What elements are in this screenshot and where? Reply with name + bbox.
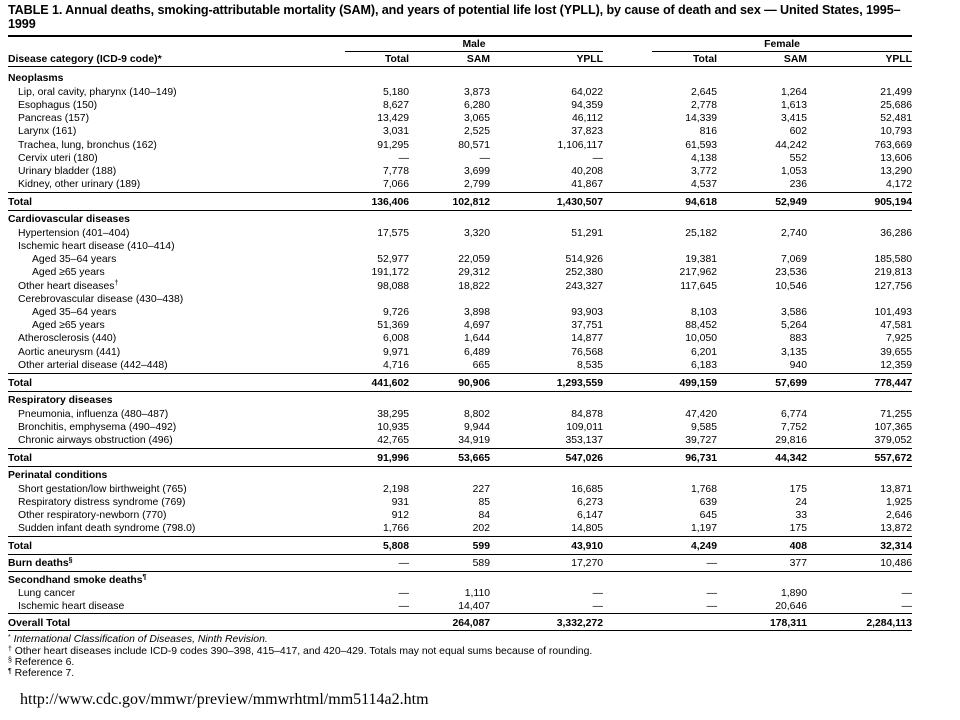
table-cell: 52,977	[377, 254, 409, 265]
table-cell: 3,873	[463, 87, 490, 98]
table-cell: 43,910	[571, 541, 603, 552]
table-cell: 53,665	[458, 453, 490, 464]
table-cell: —	[706, 558, 717, 569]
table-cell: 589	[472, 558, 490, 569]
table-cell: 94,618	[685, 197, 717, 208]
section-rule	[8, 466, 912, 467]
table-cell: 51,291	[571, 228, 603, 239]
table-cell: 3,320	[463, 228, 490, 239]
section-label: Cardiovascular diseases	[8, 214, 130, 225]
table-cell: 4,249	[690, 541, 717, 552]
table-cell: 243,327	[565, 281, 603, 292]
table-cell: 10,486	[880, 558, 912, 569]
table-cell: 547,026	[565, 453, 603, 464]
total-label: Total	[8, 453, 33, 464]
row-label: Kidney, other urinary (189)	[18, 179, 141, 190]
table-cell: 6,280	[463, 100, 490, 111]
table-cell: 6,183	[690, 360, 717, 371]
table-cell: 1,925	[885, 497, 912, 508]
row-label: Ischemic heart disease	[18, 601, 125, 612]
table-cell: 3,699	[463, 166, 490, 177]
table-cell: 10,935	[377, 422, 409, 433]
table-cell: 3,415	[780, 113, 807, 124]
row-label: Short gestation/low birthweight (765)	[18, 484, 187, 495]
table-cell: 8,627	[382, 100, 409, 111]
table-cell: 98,088	[377, 281, 409, 292]
table-cell: 6,008	[382, 333, 409, 344]
row-label: Esophagus (150)	[18, 100, 98, 111]
table-cell: —	[398, 558, 409, 569]
table-cell: 6,489	[463, 347, 490, 358]
table-cell: 6,201	[690, 347, 717, 358]
table-cell: 1,053	[780, 166, 807, 177]
table-cell: 33	[795, 510, 807, 521]
column-header-male-ypll: YPLL	[576, 54, 603, 65]
bottom-rule	[8, 630, 912, 631]
total-rule	[8, 192, 912, 193]
row-label: Other arterial disease (442–448)	[18, 360, 168, 371]
table-cell: —	[479, 153, 490, 164]
total-label: Total	[8, 197, 33, 208]
row-label: Other respiratory-newborn (770)	[18, 510, 167, 521]
total-label: Overall Total	[8, 618, 71, 629]
male-group-rule	[345, 51, 603, 52]
table-cell: 5,264	[780, 320, 807, 331]
table-cell: 645	[699, 510, 717, 521]
table-cell: 602	[789, 126, 807, 137]
table-cell: 37,751	[571, 320, 603, 331]
table-cell: 14,877	[571, 333, 603, 344]
table-cell: 3,065	[463, 113, 490, 124]
top-rule	[8, 35, 912, 37]
table-cell: 90,906	[458, 378, 490, 389]
table-cell: 42,765	[377, 435, 409, 446]
row-label: Aged ≥65 years	[32, 320, 105, 331]
table-cell: 22,059	[458, 254, 490, 265]
table-cell: 1,106,117	[557, 140, 603, 151]
table-cell: 61,593	[685, 140, 717, 151]
table-cell: 178,311	[770, 618, 807, 629]
table-cell: 29,312	[458, 267, 490, 278]
table-cell: 51,369	[377, 320, 409, 331]
table-cell: 44,242	[775, 140, 807, 151]
table-cell: 47,581	[880, 320, 912, 331]
column-header-male-sam: SAM	[466, 54, 490, 65]
table-cell: 102,812	[452, 197, 490, 208]
table-cell: 34,919	[458, 435, 490, 446]
table-cell: 10,793	[880, 126, 912, 137]
table-cell: 101,493	[874, 307, 912, 318]
table-cell: 1,293,559	[556, 378, 603, 389]
table-cell: 2,525	[463, 126, 490, 137]
table-cell: 8,535	[576, 360, 603, 371]
header-rule	[8, 66, 912, 67]
table-cell: —	[901, 601, 912, 612]
table-cell: 441,602	[371, 378, 409, 389]
row-label: Aged 35–64 years	[32, 254, 117, 265]
table-cell: 10,050	[685, 333, 717, 344]
table-cell: 2,198	[382, 484, 409, 495]
total-rule	[8, 448, 912, 449]
table-cell: 175	[789, 523, 807, 534]
table-cell: —	[706, 601, 717, 612]
table-cell: 38,295	[377, 409, 409, 420]
table-cell: 377	[789, 558, 807, 569]
footnote: ¶ Reference 7.	[8, 668, 75, 679]
table-cell: 778,447	[874, 378, 912, 389]
row-label: Lip, oral cavity, pharynx (140–149)	[18, 87, 177, 98]
table-cell: 84	[478, 510, 490, 521]
table-cell: 1,110	[464, 588, 490, 599]
table-cell: 52,949	[775, 197, 807, 208]
table-cell: 9,726	[382, 307, 409, 318]
table-cell: 14,805	[571, 523, 603, 534]
table-cell: 21,499	[880, 87, 912, 98]
section-rule	[8, 391, 912, 392]
table-cell: 91,996	[377, 453, 409, 464]
table-cell: 3,772	[690, 166, 717, 177]
row-label: Trachea, lung, bronchus (162)	[18, 140, 157, 151]
section-label: Burn deaths§	[8, 557, 73, 569]
section-label: Neoplasms	[8, 73, 64, 84]
table-cell: 931	[391, 497, 409, 508]
table-cell: 2,645	[690, 87, 717, 98]
table-cell: 639	[699, 497, 717, 508]
table-cell: 599	[472, 541, 490, 552]
row-label: Sudden infant death syndrome (798.0)	[18, 523, 196, 534]
source-url[interactable]: http://www.cdc.gov/mmwr/preview/mmwrhtml/mm5114a2.htm	[20, 691, 429, 708]
total-rule	[8, 613, 912, 614]
table-cell: 236	[789, 179, 807, 190]
column-header-female-sam: SAM	[783, 54, 807, 65]
table-cell: 514,926	[565, 254, 603, 265]
row-label: Respiratory distress syndrome (769)	[18, 497, 186, 508]
table-cell: 13,429	[377, 113, 409, 124]
table-cell: 76,568	[571, 347, 603, 358]
table-cell: 202	[472, 523, 490, 534]
table-cell: 1,264	[780, 87, 807, 98]
table-cell: 264,087	[452, 618, 490, 629]
table-cell: 379,052	[874, 435, 912, 446]
table-cell: 1,766	[382, 523, 409, 534]
table-cell: 1,197	[690, 523, 717, 534]
table-cell: 19,381	[685, 254, 717, 265]
table-cell: 117,645	[680, 281, 717, 292]
table-cell: 408	[789, 541, 807, 552]
table-cell: 912	[391, 510, 409, 521]
row-label: Pneumonia, influenza (480–487)	[18, 409, 169, 420]
table-cell: 185,580	[874, 254, 912, 265]
table-cell: 39,727	[685, 435, 717, 446]
table-cell: 47,420	[685, 409, 717, 420]
table-cell: 37,823	[571, 126, 603, 137]
table-cell: —	[398, 153, 409, 164]
table-cell: 6,147	[576, 510, 603, 521]
table-cell: —	[398, 588, 409, 599]
column-header-female-ypll: YPLL	[885, 54, 912, 65]
table-cell: 12,359	[880, 360, 912, 371]
row-label: Aged 35–64 years	[32, 307, 117, 318]
table-cell: 3,332,272	[556, 618, 603, 629]
table-cell: 2,646	[885, 510, 912, 521]
table-cell: 136,406	[371, 197, 409, 208]
table-cell: 16,685	[571, 484, 603, 495]
table-cell: 8,103	[690, 307, 717, 318]
table-cell: 18,822	[458, 281, 490, 292]
table-cell: 252,380	[565, 267, 603, 278]
table-cell: 17,270	[571, 558, 603, 569]
table-cell: 44,342	[775, 453, 807, 464]
table-cell: 36,286	[880, 228, 912, 239]
table-cell: —	[706, 588, 717, 599]
table-cell: 557,672	[874, 453, 912, 464]
table-cell: 227	[472, 484, 490, 495]
table-cell: 940	[789, 360, 807, 371]
section-label: Secondhand smoke deaths¶	[8, 574, 147, 586]
footnote: * International Classification of Diseases, Ninth Revision.	[8, 634, 268, 645]
table-cell: 107,365	[874, 422, 912, 433]
section-label: Respiratory diseases	[8, 395, 113, 406]
disease-category-header: Disease category (ICD-9 code)*	[8, 54, 162, 65]
table-cell: 93,903	[571, 307, 603, 318]
table-cell: 96,731	[685, 453, 717, 464]
table-cell: 20,646	[775, 601, 807, 612]
table-cell: 64,022	[571, 87, 603, 98]
table-cell: 24	[795, 497, 807, 508]
section-rule	[8, 571, 912, 572]
footnote: † Other heart diseases include ICD-9 codes 390–398, 415–417, and 420–429. Totals may not equal sums because of rounding.	[8, 646, 593, 657]
table-cell: 499,159	[679, 378, 717, 389]
table-cell: 3,135	[780, 347, 807, 358]
section-rule	[8, 554, 912, 555]
table-cell: 46,112	[571, 113, 603, 124]
table-cell: 13,872	[880, 523, 912, 534]
female-group-header: Female	[764, 39, 800, 50]
table-cell: 816	[699, 126, 717, 137]
table-cell: 7,778	[382, 166, 409, 177]
table-cell: 7,925	[885, 333, 912, 344]
female-group-rule	[652, 51, 912, 52]
table-cell: 14,339	[685, 113, 717, 124]
table-cell: 1,613	[780, 100, 807, 111]
table-cell: 84,878	[571, 409, 603, 420]
row-label: Hypertension (401–404)	[18, 228, 130, 239]
table-cell: 3,031	[382, 126, 409, 137]
total-label: Total	[8, 541, 33, 552]
table-cell: 94,359	[571, 100, 603, 111]
table-cell: 29,816	[775, 435, 807, 446]
table-cell: 217,962	[679, 267, 717, 278]
table-cell: 763,669	[874, 140, 912, 151]
table-cell: 4,537	[690, 179, 717, 190]
table-cell: 1,430,507	[556, 197, 603, 208]
total-rule	[8, 536, 912, 537]
table-cell: 1,644	[463, 333, 490, 344]
table-cell: 7,066	[382, 179, 409, 190]
column-header-female-total: Total	[692, 54, 717, 65]
table-cell: 3,898	[463, 307, 490, 318]
table-cell: 905,194	[874, 197, 912, 208]
table-cell: 3,586	[780, 307, 807, 318]
row-label: Aged ≥65 years	[32, 267, 105, 278]
table-cell: 2,740	[780, 228, 807, 239]
row-label: Lung cancer	[18, 588, 76, 599]
male-group-header: Male	[462, 39, 486, 50]
table-cell: 39,655	[880, 347, 912, 358]
row-label: Aortic aneurysm (441)	[18, 347, 121, 358]
table-cell: 191,172	[371, 267, 409, 278]
row-label: Urinary bladder (188)	[18, 166, 117, 177]
table-cell: 6,774	[780, 409, 807, 420]
table-cell: 4,697	[463, 320, 490, 331]
row-label: Bronchitis, emphysema (490–492)	[18, 422, 177, 433]
row-label: Other heart diseases†	[18, 280, 119, 292]
row-label: Cerebrovascular disease (430–438)	[18, 294, 184, 305]
row-label: Atherosclerosis (440)	[18, 333, 117, 344]
table-cell: 25,182	[685, 228, 717, 239]
table-cell: 91,295	[377, 140, 409, 151]
table-cell: 41,867	[571, 179, 603, 190]
table-cell: —	[901, 588, 912, 599]
table-cell: 80,571	[458, 140, 490, 151]
row-label: Chronic airways obstruction (496)	[18, 435, 173, 446]
section-label: Perinatal conditions	[8, 470, 108, 481]
table-title: TABLE 1. Annual deaths, smoking-attributable mortality (SAM), and years of potential life lost (YPLL), by cause of death and sex — United States, 1995–1999	[8, 3, 901, 31]
table-cell: 10,546	[775, 281, 807, 292]
table-cell: 5,180	[382, 87, 409, 98]
table-cell: 17,575	[377, 228, 409, 239]
row-label: Ischemic heart disease (410–414)	[18, 241, 175, 252]
table-cell: 25,686	[880, 100, 912, 111]
table-cell: 5,808	[382, 541, 409, 552]
total-label: Total	[8, 378, 33, 389]
table-cell: 1,768	[690, 484, 717, 495]
section-rule	[8, 210, 912, 211]
table-cell: 4,172	[885, 179, 912, 190]
column-header-male-total: Total	[384, 54, 409, 65]
table-cell: 13,290	[880, 166, 912, 177]
table-cell: 88,452	[685, 320, 717, 331]
table-cell: 7,069	[780, 254, 807, 265]
table-cell: —	[592, 588, 603, 599]
row-label: Pancreas (157)	[18, 113, 90, 124]
table-cell: 2,799	[463, 179, 490, 190]
table-cell: 6,273	[576, 497, 603, 508]
table-cell: 9,971	[382, 347, 409, 358]
table-cell: 40,208	[571, 166, 603, 177]
row-label: Larynx (161)	[18, 126, 77, 137]
table-cell: 23,536	[775, 267, 807, 278]
table-cell: 2,778	[690, 100, 717, 111]
table-cell: 175	[789, 484, 807, 495]
table-cell: 85	[478, 497, 490, 508]
table-cell: 883	[789, 333, 807, 344]
table-cell: 13,606	[880, 153, 912, 164]
table-cell: 9,944	[463, 422, 490, 433]
table-cell: —	[592, 153, 603, 164]
table-cell: 2,284,113	[866, 618, 912, 629]
table-cell: 4,716	[382, 360, 409, 371]
total-rule	[8, 373, 912, 374]
table-cell: —	[592, 601, 603, 612]
table-cell: 4,138	[690, 153, 717, 164]
table-cell: 52,481	[880, 113, 912, 124]
table-cell: 127,756	[874, 281, 912, 292]
table-cell: 57,699	[775, 378, 807, 389]
table-cell: 552	[789, 153, 807, 164]
table-cell: 71,255	[880, 409, 912, 420]
table-cell: 14,407	[458, 601, 490, 612]
table-cell: 353,137	[565, 435, 603, 446]
table-cell: 109,011	[566, 422, 603, 433]
row-label: Cervix uteri (180)	[18, 153, 98, 164]
table-cell: —	[398, 601, 409, 612]
table-cell: 1,890	[780, 588, 807, 599]
footnote: § Reference 6.	[8, 657, 75, 668]
table-cell: 665	[472, 360, 490, 371]
table-cell: 8,802	[463, 409, 490, 420]
table-cell: 9,585	[690, 422, 717, 433]
table-cell: 7,752	[780, 422, 807, 433]
table-cell: 32,314	[880, 541, 912, 552]
table-cell: 219,813	[874, 267, 912, 278]
table-cell: 13,871	[880, 484, 912, 495]
